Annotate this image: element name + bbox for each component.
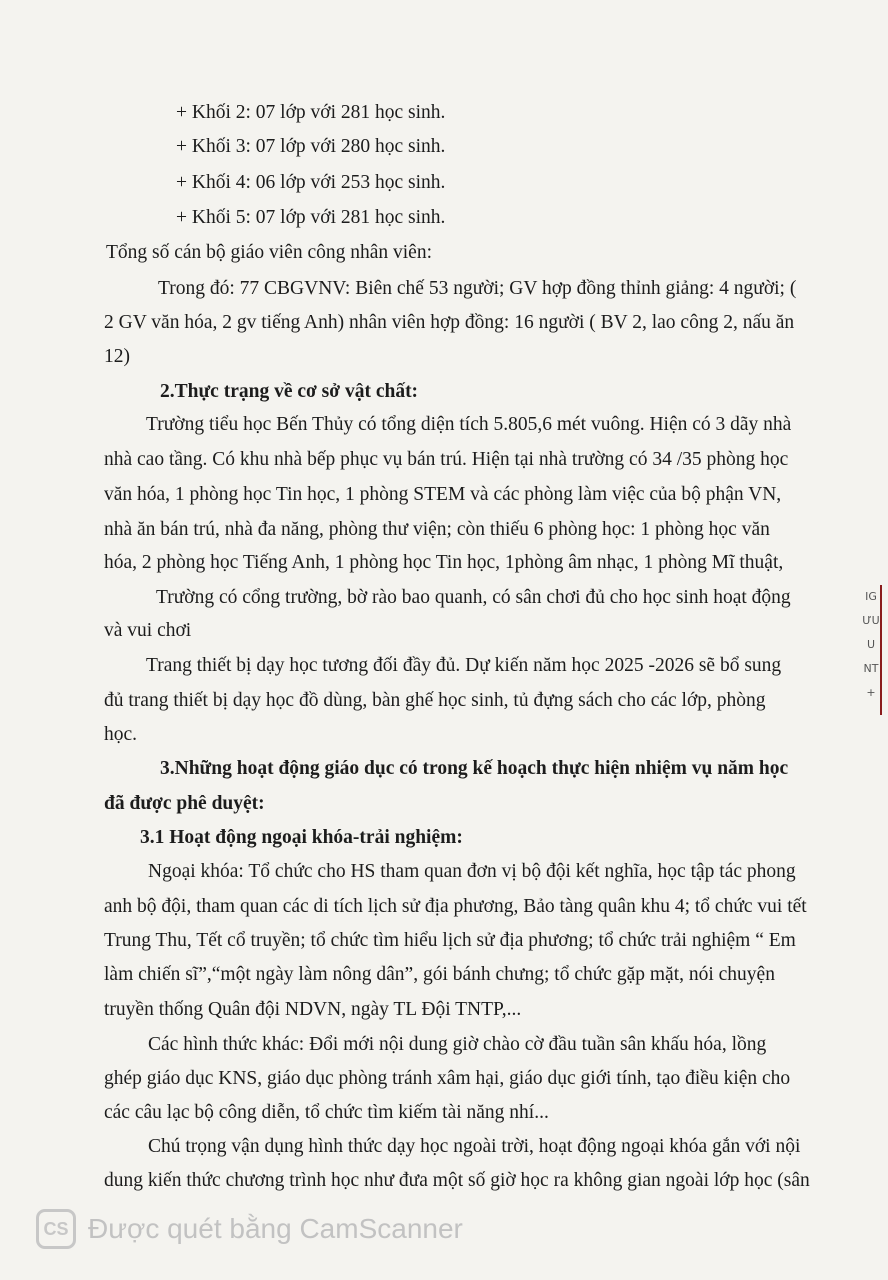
scanner-watermark: Được quét bằng CamScanner (88, 1213, 463, 1244)
section-heading: 3.Những hoạt động giáo dục có trong kế hoạch thực hiện nhiệm vụ năm học (160, 758, 789, 779)
text-line: 2 GV văn hóa, 2 gv tiếng Anh) nhân viên hợp đồng: 16 người ( BV 2, lao công 2, nấu ăn (104, 312, 795, 333)
text-line: Chú trọng vận dụng hình thức dạy học ngoài trời, hoạt động ngoại khóa gắn với nội (148, 1136, 801, 1157)
text-line: dung kiến thức chương trình học như đưa một số giờ học ra không gian ngoài lớp học (sân (104, 1170, 810, 1191)
text-line: nhà cao tầng. Có khu nhà bếp phục vụ bán trú. Hiện tại nhà trường có 34 /35 phòng học (104, 449, 789, 470)
text-line: 12) (104, 346, 130, 367)
margin-mark: NT (863, 662, 879, 675)
text-line: các câu lạc bộ công diễn, tổ chức tìm kiếm tài năng nhí... (104, 1102, 549, 1123)
margin-mark: IG (865, 590, 877, 603)
text-line: + Khối 4: 06 lớp với 253 học sinh. (176, 172, 446, 193)
text-line: anh bộ đội, tham quan các di tích lịch sử địa phương, Bảo tàng quân khu 4; tổ chức vui tết (104, 896, 807, 917)
text-line: Trường có cổng trường, bờ rào bao quanh, có sân chơi đủ cho học sinh hoạt động (156, 587, 791, 608)
text-line: hóa, 2 phòng học Tiếng Anh, 1 phòng học Tin học, 1phòng âm nhạc, 1 phòng Mĩ thuật, (104, 552, 784, 573)
text-line: làm chiến sĩ”,“một ngày làm nông dân”, gói bánh chưng; tổ chức gặp mặt, nói chuyện (104, 964, 775, 985)
scanner-footer (36, 1204, 463, 1254)
text-line: + Khối 3: 07 lớp với 280 học sinh. (176, 136, 446, 157)
text-line: Ngoại khóa: Tổ chức cho HS tham quan đơn vị bộ đội kết nghĩa, học tập tác phong (148, 861, 796, 882)
text-line: + Khối 5: 07 lớp với 281 học sinh. (176, 207, 446, 228)
text-line: học. (104, 724, 138, 745)
text-line: + Khối 2: 07 lớp với 281 học sinh. (176, 102, 446, 123)
text-line: ghép giáo dục KNS, giáo dục phòng tránh xâm hại, giáo dục giới tính, tạo điều kiện cho (104, 1068, 791, 1089)
margin-mark: + (866, 686, 876, 699)
text-line: đủ trang thiết bị dạy học đồ dùng, bàn ghế học sinh, tủ đựng sách cho các lớp, phòng (104, 690, 766, 711)
text-line: Tổng số cán bộ giáo viên công nhân viên: (106, 242, 433, 263)
text-line: Trang thiết bị dạy học tương đối đầy đủ. Dự kiến năm học 2025 -2026 sẽ bổ sung (146, 655, 782, 676)
section-heading: đã được phê duyệt: (104, 793, 265, 814)
margin-marks (858, 585, 884, 705)
subsection-heading: 3.1 Hoạt động ngoại khóa-trải nghiệm: (140, 827, 463, 848)
text-line: văn hóa, 1 phòng học Tin học, 1 phòng STEM và các phòng làm việc của bộ phận VN, (104, 484, 782, 505)
margin-mark: ƯU (862, 614, 880, 627)
text-line: Trong đó: 77 CBGVNV: Biên chế 53 người; GV hợp đồng thỉnh giảng: 4 người; ( (158, 278, 797, 299)
text-line: nhà ăn bán trú, nhà đa năng, phòng thư viện; còn thiếu 6 phòng học: 1 phòng học văn (104, 519, 770, 540)
section-heading: 2.Thực trạng về cơ sở vật chất: (160, 381, 419, 402)
text-line: Trường tiểu học Bến Thủy có tổng diện tích 5.805,6 mét vuông. Hiện có 3 dãy nhà (146, 414, 792, 435)
margin-mark: U (866, 638, 876, 651)
text-line: Trung Thu, Tết cổ truyền; tổ chức tìm hiểu lịch sử địa phương; tổ chức trải nghiệm “ Em (104, 930, 796, 951)
text-line: và vui chơi (104, 620, 192, 641)
camscanner-logo-icon: CS (36, 1209, 76, 1249)
text-line: truyền thống Quân đội NDVN, ngày TL Đội TNTP,... (104, 999, 522, 1020)
margin-divider (880, 585, 882, 715)
text-line: Các hình thức khác: Đổi mới nội dung giờ chào cờ đầu tuần sân khấu hóa, lồng (148, 1034, 767, 1055)
